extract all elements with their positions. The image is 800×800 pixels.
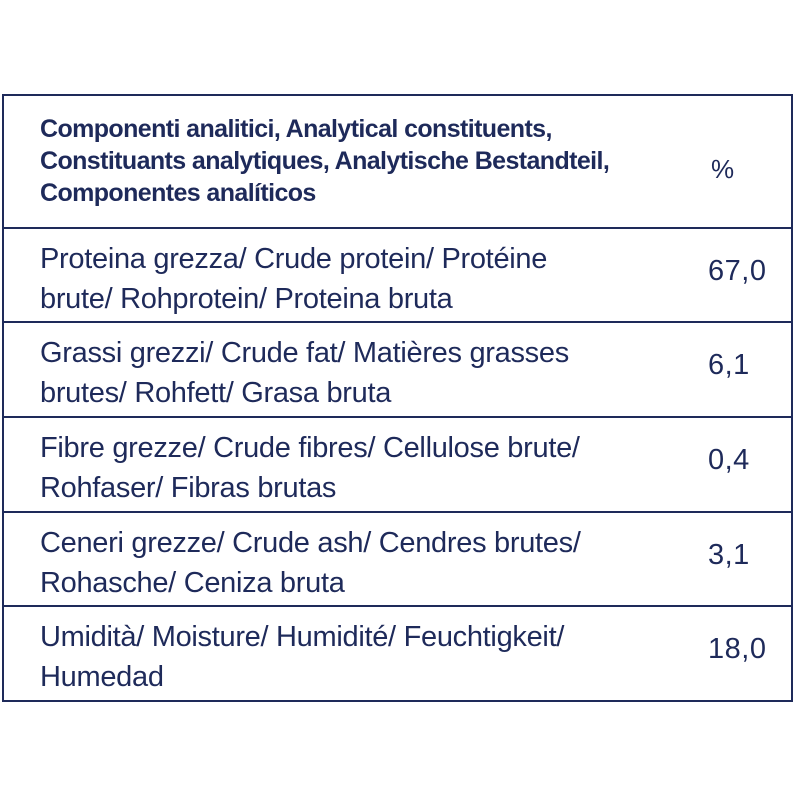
- analytical-constituents-table: [2, 94, 793, 702]
- constituent-label: Proteina grezza/ Crude protein/ Protéine brute/ Rohprotein/ Proteina bruta: [40, 243, 548, 315]
- header-label: Componenti analitici, Analytical constituents, Constituants analytiques, Analytische Bestandteil, Componentes analíticos: [40, 115, 610, 207]
- constituent-value: 3,1: [708, 539, 750, 571]
- table-row: [4, 418, 791, 513]
- table-header-row: [4, 96, 791, 229]
- constituent-label: Grassi grezzi/ Crude fat/ Matières grasses brutes/ Rohfett/ Grasa bruta: [40, 337, 569, 409]
- table-row: [4, 513, 791, 607]
- constituent-label: Umidità/ Moisture/ Humidité/ Feuchtigkeit/ Humedad: [40, 621, 565, 693]
- header-unit: %: [711, 154, 735, 184]
- table-row: [4, 607, 791, 700]
- constituent-value: 18,0: [708, 633, 767, 665]
- constituent-value: 0,4: [708, 444, 750, 476]
- constituent-value: 67,0: [708, 255, 767, 287]
- constituent-label: Fibre grezze/ Crude fibres/ Cellulose brute/ Rohfaser/ Fibras brutas: [40, 432, 580, 504]
- table-row: [4, 323, 791, 418]
- constituent-value: 6,1: [708, 349, 750, 381]
- table-row: [4, 229, 791, 323]
- constituent-label: Ceneri grezze/ Crude ash/ Cendres brutes/ Rohasche/ Ceniza bruta: [40, 527, 581, 599]
